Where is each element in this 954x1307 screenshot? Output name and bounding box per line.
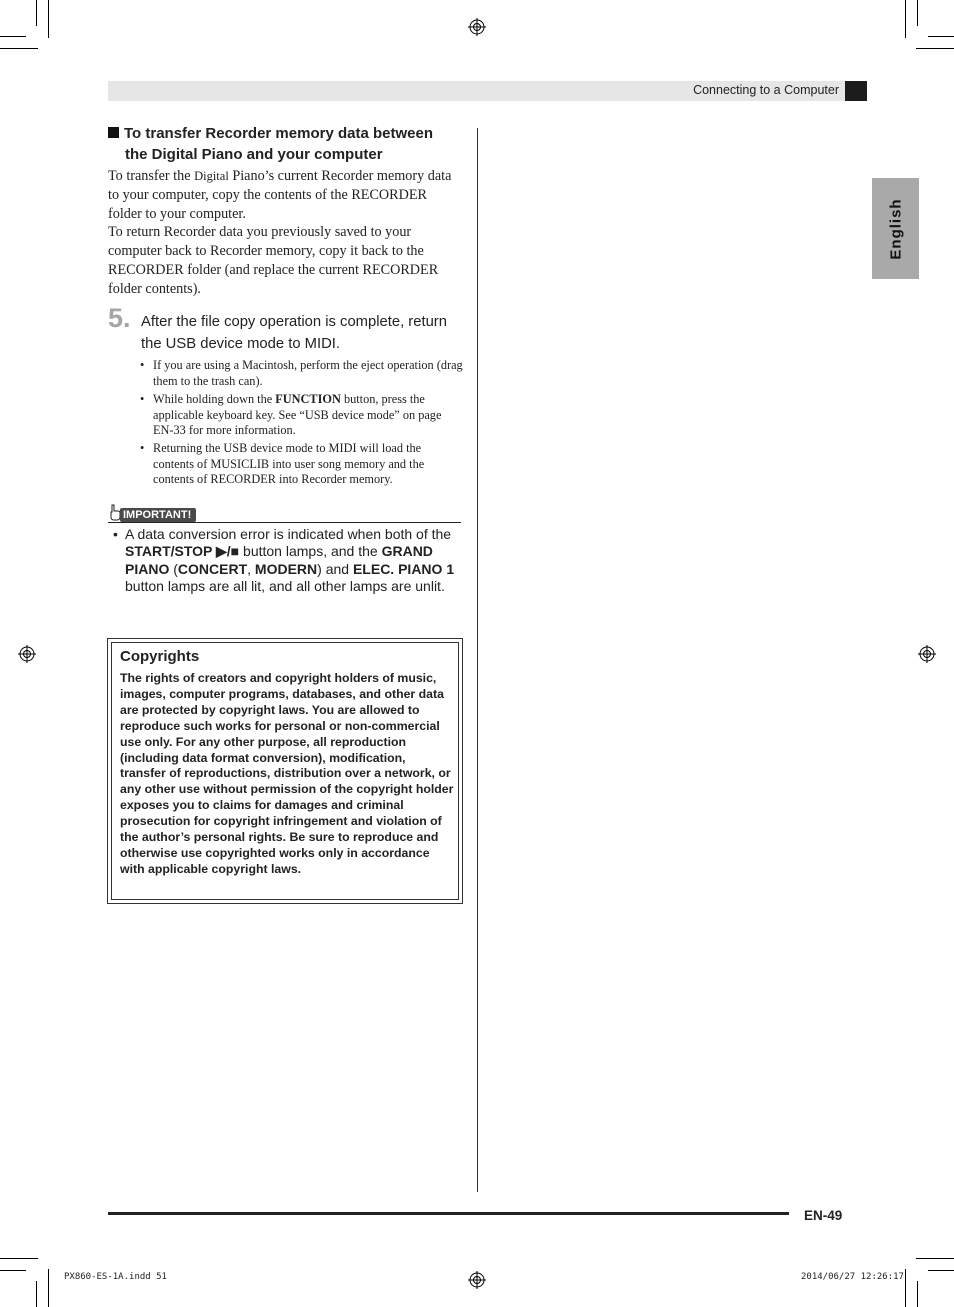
list-item [140,392,463,439]
intro-text: To transfer the [108,168,195,184]
footer-rule [108,1212,789,1215]
important-text [125,526,461,596]
step-instruction: After the file copy operation is complete, return the USB device mode to MIDI. [141,314,447,352]
button-name: MODERN [254,560,318,577]
bullet-text: Returning the USB device mode to MIDI will load the contents of MUSICLIB into user song memory and the contents of RECORDER into Recorder memory. [153,441,425,487]
crop-mark [0,1258,38,1259]
important-text-part: button lamps, and the [239,543,382,560]
button-name: START/STOP ▶/■ [125,543,240,560]
print-slug-file: PX860-ES-1A.indd 51 [64,1272,167,1282]
crop-mark [0,36,26,37]
header-block [845,81,867,101]
important-text-part: ( [169,560,178,577]
crop-mark [48,0,49,38]
button-name: GRAND PIANO [125,543,433,577]
important-text-part: button lamps are all lit, and all other lamps are unlit. [125,578,445,595]
intro-text: To return Recorder data you previously saved to your computer back to Recorder memory, copy it back to the RECORDER folder (and replace the current RECORDER folder contents). [108,224,439,297]
important-text-part: A data conversion error is indicated when both of the [125,526,452,542]
list-item [140,441,463,488]
registration-mark-icon [918,645,936,663]
copyrights-title: Copyrights [120,648,200,665]
crop-mark [928,1270,954,1271]
list-item [140,358,463,389]
bullet-icon: • [140,441,145,455]
column-divider [477,128,478,1192]
bullet-text: If you are using a Macintosh, perform the eject operation (drag them to the trash can). [153,358,463,388]
crop-mark [48,1269,49,1307]
language-tab [872,178,919,279]
important-rule [108,522,461,523]
crop-mark [916,1258,954,1259]
crop-mark [36,1281,37,1307]
print-slug-date: 2014/06/27 12:26:17 [801,1272,904,1282]
bullet-icon: • [113,526,118,542]
crop-mark [916,48,954,49]
crop-mark [917,1281,918,1307]
section-heading [108,123,468,165]
language-label: English [887,197,904,260]
crop-mark [928,36,954,37]
registration-mark-icon [18,645,36,663]
crop-mark [905,1269,906,1307]
crop-mark [36,0,37,26]
intro-digital: Digital [194,169,229,183]
crop-mark [917,0,918,26]
button-name: ELEC. PIANO 1 [352,560,455,577]
running-header: Connecting to a Computer [693,83,839,97]
step-number: 5. [108,303,131,333]
heading-line-2: the Digital Piano and your computer [125,146,383,163]
bullet-icon: • [140,358,145,372]
button-name: CONCERT [177,560,248,577]
square-bullet-icon [108,127,119,138]
bullet-text: While holding down the [153,392,276,406]
crop-mark [0,1270,26,1271]
registration-mark-icon [468,1271,486,1289]
copyrights-body: The rights of creators and copyright holders of music, images, computer programs, databases, and other data are protected by copyright laws. You are allowed to reproduce such works for personal or non-commercial use only. For any other purpose, all reproduction (including data format conversion), modification, transfer of reproductions, distribution over a network, or any other use without permission of the copyright holder exposes you to claims for damages and criminal prosecution for copyright infringement and violation of the author’s personal rights. Be sure to reproduce and otherwise use copyrighted works only in accordance with applicable copyright laws. [120,671,454,876]
intro-paragraph [108,167,463,299]
bullet-bold: FUNCTION [275,392,341,406]
registration-mark-icon [468,18,486,36]
crop-mark [0,48,38,49]
intro-text: Piano’s current Recorder memory data to your computer, copy the contents of the RECORDER folder to your computer. [108,168,452,222]
bullet-icon: • [140,392,145,406]
important-text-part: ) and [317,560,353,577]
page-number: EN-49 [804,1208,843,1223]
crop-mark [905,0,906,38]
important-badge: IMPORTANT! [120,508,196,522]
important-text-part: , [247,560,255,577]
bullet-text: button, press the applicable keyboard key. See “USB device mode” on page EN-33 for more information. [153,392,442,438]
heading-line-1: To transfer Recorder memory data between [124,125,433,142]
